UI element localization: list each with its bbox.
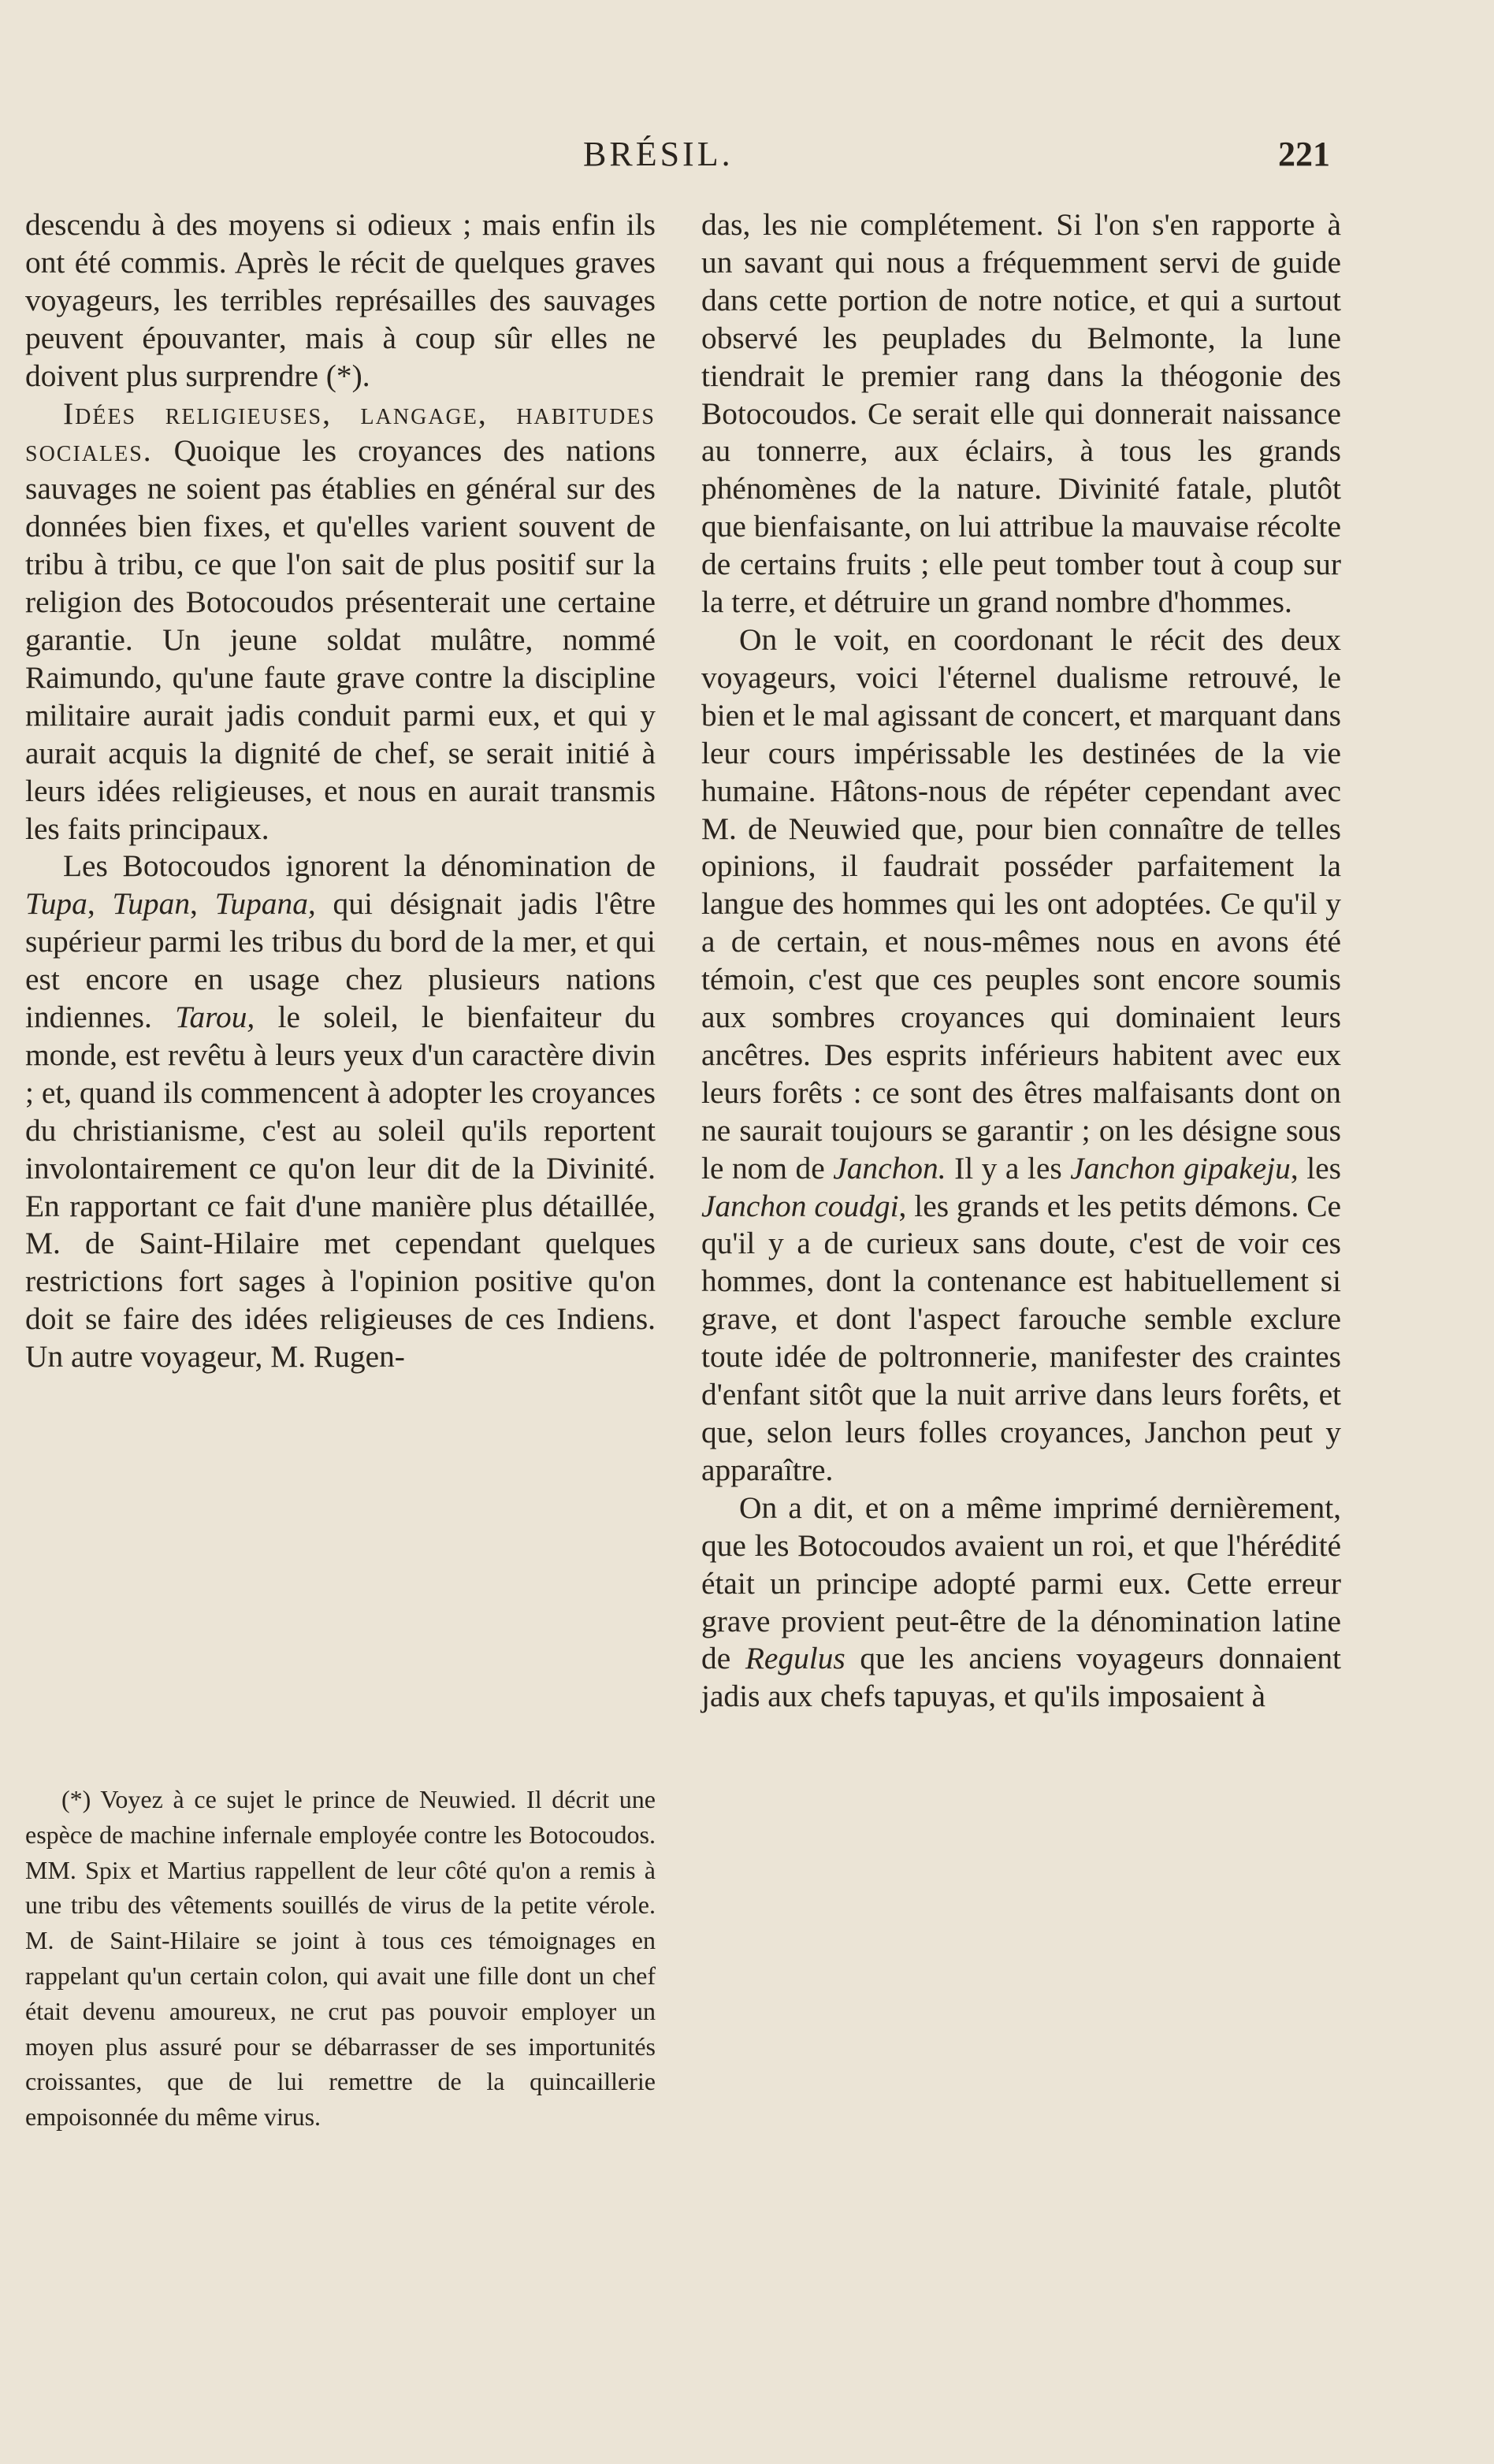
italic-term: Tarou, [175,1000,255,1035]
italic-term: Tupan [112,886,191,922]
text-run: , [87,886,113,922]
paragraph [701,622,1341,1490]
text-run: , les [1290,1150,1341,1186]
paragraph [25,848,656,1376]
text-run: Les Botocoudos ignorent la dénomination de [63,848,656,884]
text-run: Il y a les [946,1150,1071,1186]
footnote [25,1782,656,2135]
paragraph: das, les nie complétement. Si l'on s'en rapporte à un savant qui nous a fréquemment servi de guide dans cette portion de notre notice, et qui a surtout observé les peuplades du Belmonte, la lune tiendrait le premier rang dans la théogonie des Botocoudos. Ce serait elle qui donnerait naissance au tonnerre, aux éclairs, à tous les grands phénomènes de la nature. Divinité fatale, plutôt que bienfaisante, on lui attribue la mauvaise récolte de certains fruits ; elle peut tomber tout à coup sur la terre, et détruire un grand nombre d'hommes. [701,207,1341,620]
right-column [701,206,1341,1716]
page-header [0,134,1494,181]
italic-term: Janchon coudgi [701,1188,899,1223]
text-run: que les anciens voyageurs donnaient jadis aux chefs tapuyas, et qu'ils imposaient à [701,1641,1341,1714]
italic-term: Tupana, [214,886,316,922]
italic-term: Janchon gipakeju [1070,1150,1291,1186]
text-run: On le voit, en coordonant le récit des deux voyageurs, voici l'éternel dualisme retrouvé, le bien et le mal agissant de concert, et marquant dans leur cours impérissable les destinées de la vie humaine. Hâtons-nous de répéter cependant avec M. de Neuwied que, pour bien connaître de telles opinions, il faudrait posséder parfaitement la langue des hommes qui les ont adoptées. Ce qu'il y a de certain, et nous-mêmes nous en avons été témoin, c'est que ces peuples sont encore soumis aux sombres croyances qui dominaient leurs ancêtres. Des esprits inférieurs habitent avec eux leurs forêts : ce sont des êtres malfaisants dont on ne saurait toujours se garantir ; on les désigne sous le nom de [701,622,1341,1186]
text-run: , les grands et les petits démons. Ce qu'il y a de curieux sans doute, c'est de voir ces hommes, dont la contenance est habituellement si grave, et dont l'aspect farouche semble exclure toute idée de poltronnerie, manifester des craintes d'enfant sitôt que la nuit arrive dans leurs forêts, et que, selon leurs folles croyances, Janchon peut y apparaître. [701,1188,1341,1487]
section-paragraph [25,395,656,848]
italic-term: Regulus [745,1641,845,1676]
footnote-text: (*) Voyez à ce sujet le prince de Neuwied. Il décrit une espèce de machine infernale employée contre les Botocoudos. MM. Spix et Martius rappellent de leur côté qu'on a remis à une tribu des vêtements souillés de virus de la petite vérole. M. de Saint-Hilaire se joint à tous ces témoignages en rappelant qu'un certain colon, qui avait une fille dont un chef était devenu amoureux, ne crut pas pouvoir employer un moyen plus assuré pour se débarrasser de ses importunités croissantes, que de lui remettre de la quincaillerie empoisonnée du même virus. [25,1785,656,2132]
running-title: BRÉSIL. [583,135,734,173]
text-run: , [190,886,215,922]
section-heading: Idées religieuses, langage, habitudes sociales. [25,395,656,469]
paragraph: descendu à des moyens si odieux ; mais enfin ils ont été commis. Après le récit de quelques graves voyageurs, les terribles représailles des sauvages peuvent épouvanter, mais à coup sûr elles ne doivent plus surprendre (*). [25,207,656,393]
italic-term: Janchon. [833,1150,946,1186]
text-run: On a dit, et on a même imprimé dernièrement, que les Botocoudos avaient un roi, et que l'hérédité était un principe adopté parmi eux. Cette erreur grave provient peut-être de la dénomination latine de [701,1490,1341,1676]
text-run: qui désignait jadis l'être supérieur parmi les tribus du bord de la mer, et qui est encore en usage chez plusieurs nations indiennes. [25,886,656,1035]
page-number: 221 [1278,135,1330,173]
paragraph [701,1490,1341,1716]
paragraph-text: Quoique les croyances des nations sauvages ne soient pas établies en général sur des données bien fixes, et qu'elles varient souvent de tribu à tribu, ce que l'on sait de plus positif sur la religion des Botocoudos présenterait une certaine garantie. Un jeune soldat mulâtre, nommé Raimundo, qu'une faute grave contre la discipline militaire aurait jadis conduit parmi eux, et qui y aurait acquis la dignité de chef, se serait initié à leurs idées religieuses, et nous en aurait transmis les faits principaux. [25,433,656,846]
left-column [25,206,656,1376]
italic-term: Tupa [25,886,87,922]
text-run: le soleil, le bienfaiteur du monde, est revêtu à leurs yeux d'un caractère divin ; et, quand ils commencent à adopter les croyances du christianisme, c'est au soleil qu'ils reportent involontairement ce qu'on leur dit de la Divinité. En rapportant ce fait d'une manière plus détaillée, M. de Saint-Hilaire met cependant quelques restrictions fort sages à l'opinion positive qu'on doit se faire des idées religieuses de ces Indiens. Un autre voyageur, M. Rugen- [25,1000,656,1375]
